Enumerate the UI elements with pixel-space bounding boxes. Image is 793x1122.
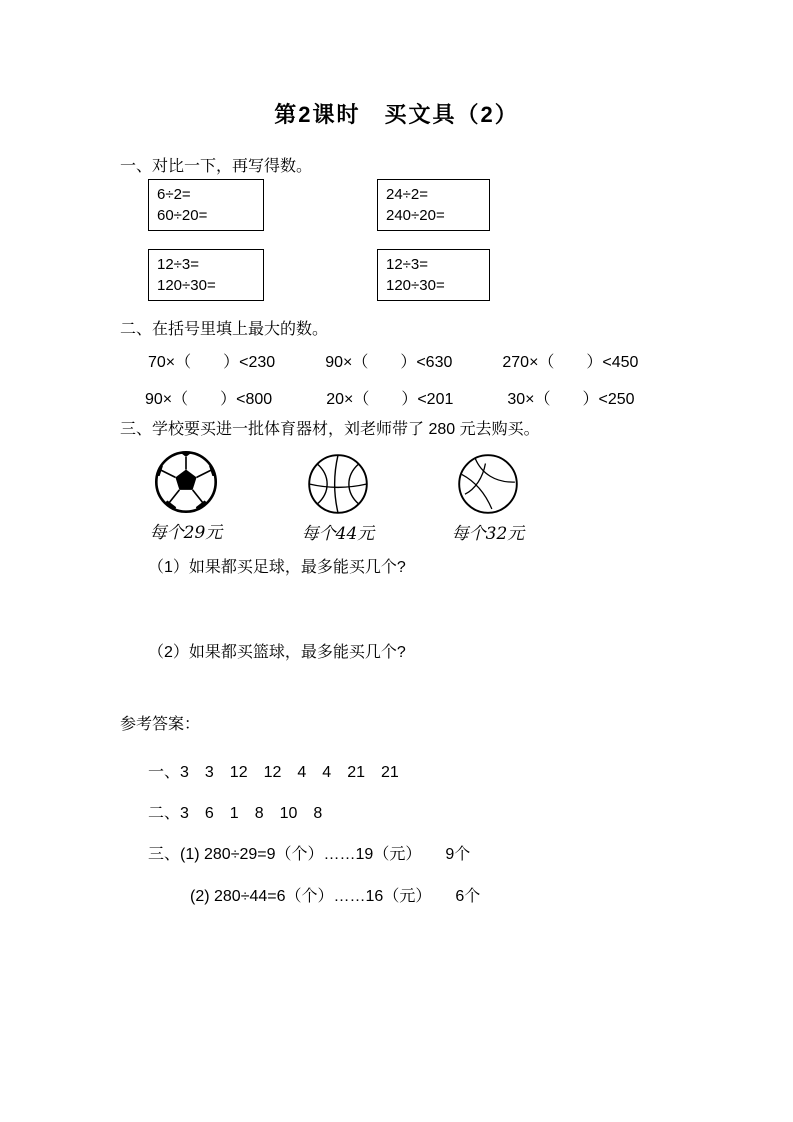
soccer-ball-item <box>143 449 229 543</box>
division-expression: 60÷20= <box>157 207 208 224</box>
inequality-expression: 70×（ ）<230 <box>148 354 276 371</box>
inequality-expression: 30×（ ）<250 <box>507 391 635 408</box>
volleyball-image <box>456 452 520 516</box>
division-box-1 <box>148 179 264 231</box>
division-expression: 120÷30= <box>386 277 445 294</box>
answer-line-4: (2) 280÷44=6（个）……16（元） 6个 <box>190 888 481 905</box>
answer-line-1: 一、3 3 12 12 4 4 21 21 <box>148 764 399 781</box>
division-box-2 <box>377 179 490 231</box>
section1-heading: 一、对比一下，再写得数。 <box>120 158 313 175</box>
inequality-expression: 270×（ ）<450 <box>502 354 639 371</box>
section3-heading: 三、学校要买进一批体育器材，刘老师带了 280 元去购买。 <box>120 421 540 438</box>
division-expression: 240÷20= <box>386 207 445 224</box>
volleyball-price-caption: 每个32元 <box>451 524 525 544</box>
inequality-row-1 <box>148 349 638 372</box>
division-expression: 12÷3= <box>157 256 200 273</box>
inequality-row-2 <box>145 386 635 409</box>
basketball-price-caption: 每个44元 <box>301 524 375 544</box>
section2-heading: 二、在括号里填上最大的数。 <box>120 321 329 338</box>
basketball-item <box>295 452 381 544</box>
basketball-image <box>306 452 370 516</box>
division-box-3 <box>148 249 264 301</box>
division-expression: 24÷2= <box>386 186 429 203</box>
question-1: （1）如果都买足球，最多能买几个? <box>148 559 406 576</box>
page-title: 第2课时 买文具（2） <box>274 102 519 127</box>
division-expression: 12÷3= <box>386 256 429 273</box>
inequality-expression: 90×（ ）<800 <box>145 391 273 408</box>
division-box-4 <box>377 249 490 301</box>
soccer-price-caption: 每个29元 <box>149 523 223 543</box>
answers-label: 参考答案： <box>120 716 201 733</box>
question-2: （2）如果都买篮球，最多能买几个? <box>148 644 406 661</box>
inequality-expression: 90×（ ）<630 <box>325 354 453 371</box>
volleyball-item <box>445 452 531 544</box>
soccer-ball-image <box>153 449 219 515</box>
division-expression: 6÷2= <box>157 186 191 203</box>
inequality-expression: 20×（ ）<201 <box>326 391 454 408</box>
division-expression: 120÷30= <box>157 277 216 294</box>
answer-line-2: 二、3 6 1 8 10 8 <box>148 805 323 822</box>
answer-line-3: 三、(1) 280÷29=9（个）……19（元） 9个 <box>148 846 471 863</box>
